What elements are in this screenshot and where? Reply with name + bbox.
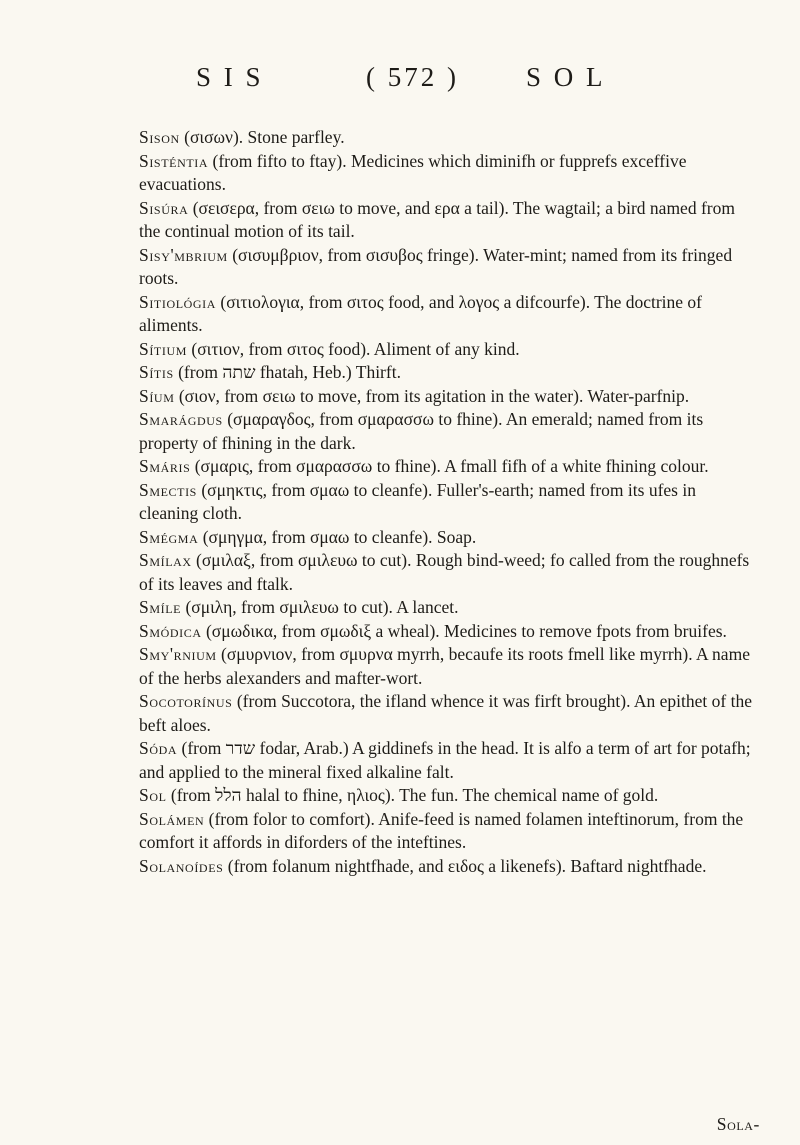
dictionary-entry (139, 385, 759, 409)
dictionary-entry (139, 596, 759, 620)
entry-list (139, 126, 759, 878)
entry-definition: (from Succotora, the ifland whence it was firft brought). An epithet of the beft aloes. (139, 691, 752, 735)
entry-headword: Smílax (139, 550, 192, 570)
entry-definition: (σμιλη, from σμιλευω to cut). A lancet. (185, 597, 459, 617)
dictionary-entry (139, 408, 759, 455)
entry-headword: Solámen (139, 808, 205, 829)
entry-headword: Sisúra (139, 197, 189, 218)
entry-headword: Smectis (139, 479, 197, 500)
entry-headword: Síum (139, 385, 175, 406)
entry-definition: (σμηγμα, from σμαω to cleanfe). Soap. (202, 526, 477, 547)
running-header (0, 62, 800, 102)
dictionary-entry (139, 855, 759, 879)
entry-definition: (σεισερα, from σειω to move, and ερα a tail). The wagtail; a bird named from the continual motion of its tail. (139, 197, 735, 241)
dictionary-entry (139, 126, 759, 150)
entry-definition: (from הלל halal to fhine, ηλιος). The fun. The chemical name of gold. (170, 785, 659, 805)
entry-headword: Sítis (139, 362, 174, 382)
dictionary-entry (139, 643, 759, 690)
entry-definition: (σισυμβριον, from σισυβος fringe). Water-mint; named from its fringed roots. (139, 244, 733, 288)
dictionary-entry (139, 620, 759, 644)
entry-definition: (σισων). Stone parfley. (184, 127, 345, 147)
entry-headword: Sisy'mbrium (139, 244, 228, 265)
dictionary-entry (139, 338, 759, 362)
entry-definition: (σμυρνιον, from σμυρνα myrrh, becaufe its roots fmell like myrrh). A name of the herbs alexanders and mafter-wort. (139, 644, 750, 688)
header-left: S I S (196, 62, 264, 92)
entry-headword: Solanoídes (139, 855, 224, 876)
dictionary-entry (139, 737, 759, 784)
dictionary-entry (139, 690, 759, 737)
dictionary-entry (139, 526, 759, 550)
entry-headword: Smégma (139, 526, 199, 547)
entry-headword: Sison (139, 127, 180, 147)
dictionary-entry (139, 784, 759, 808)
entry-definition: (σιτιον, from σιτος food). Aliment of any kind. (191, 338, 520, 359)
entry-definition: (from fifto to ftay). Medicines which diminifh or fupprefs exceffive evacuations. (139, 150, 687, 194)
entry-headword: Smódica (139, 620, 202, 641)
dictionary-entry (139, 479, 759, 526)
header-right: S O L (526, 62, 606, 92)
entry-definition: (from שדר fodar, Arab.) A giddinefs in the head. It is alfo a term of art for potafh; and applied to the mineral fixed alkaline falt. (139, 738, 751, 782)
page-number: ( 572 ) (366, 62, 459, 92)
entry-headword: Sol (139, 785, 167, 805)
entry-definition: (σιον, from σειω to move, from its agitation in the water). Water-parfnip. (178, 385, 690, 406)
entry-definition: (σμηκτις, from σμαω to cleanfe). Fuller's-earth; named from its ufes in cleaning cloth. (139, 479, 696, 523)
dictionary-entry (139, 808, 759, 855)
entry-headword: Sítium (139, 338, 187, 359)
dictionary-entry (139, 291, 759, 338)
dictionary-entry (139, 549, 759, 596)
entry-headword: Sitiológia (139, 291, 217, 312)
entry-definition: (σμαραγδος, from σμαρασσω to fhine). An emerald; named from its property of fhining in the dark. (139, 409, 704, 453)
catchword: Sola- (716, 1114, 760, 1134)
dictionary-entry (139, 455, 759, 479)
entry-headword: Socotorínus (139, 691, 233, 711)
entry-definition: (from שתה fhatah, Heb.) Thirft. (178, 362, 401, 382)
entry-headword: Smíle (139, 597, 182, 617)
entry-definition: (σμιλαξ, from σμιλευω to cut). Rough bind-weed; fo called from the roughnefs of its leaves and ftalk. (139, 550, 750, 594)
entry-headword: Smáris (139, 456, 191, 476)
entry-definition: (from folor to comfort). Anife-feed is named folamen inteftinorum, from the comfort it affords in diforders of the inteftines. (139, 808, 744, 852)
entry-definition: (σιτιολογια, from σιτος food, and λογος a difcourfe). The doctrine of aliments. (139, 291, 702, 335)
dictionary-entry (139, 361, 759, 385)
dictionary-entry (139, 244, 759, 291)
dictionary-entry (139, 150, 759, 197)
entry-headword: Smarágdus (139, 409, 223, 429)
dictionary-entry (139, 197, 759, 244)
entry-definition: (from folanum nightfhade, and ειδος a likenefs). Baftard nightfhade. (227, 855, 707, 876)
entry-headword: Sóda (139, 738, 178, 758)
entry-definition: (σμωδικα, from σμωδιξ a wheal). Medicines to remove fpots from bruifes. (205, 620, 727, 641)
entry-headword: Sisténtia (139, 150, 209, 171)
entry-headword: Smy'rnium (139, 644, 217, 664)
entry-definition: (σμαρις, from σμαρασσω to fhine). A fmall fifh of a white fhining colour. (194, 456, 709, 476)
